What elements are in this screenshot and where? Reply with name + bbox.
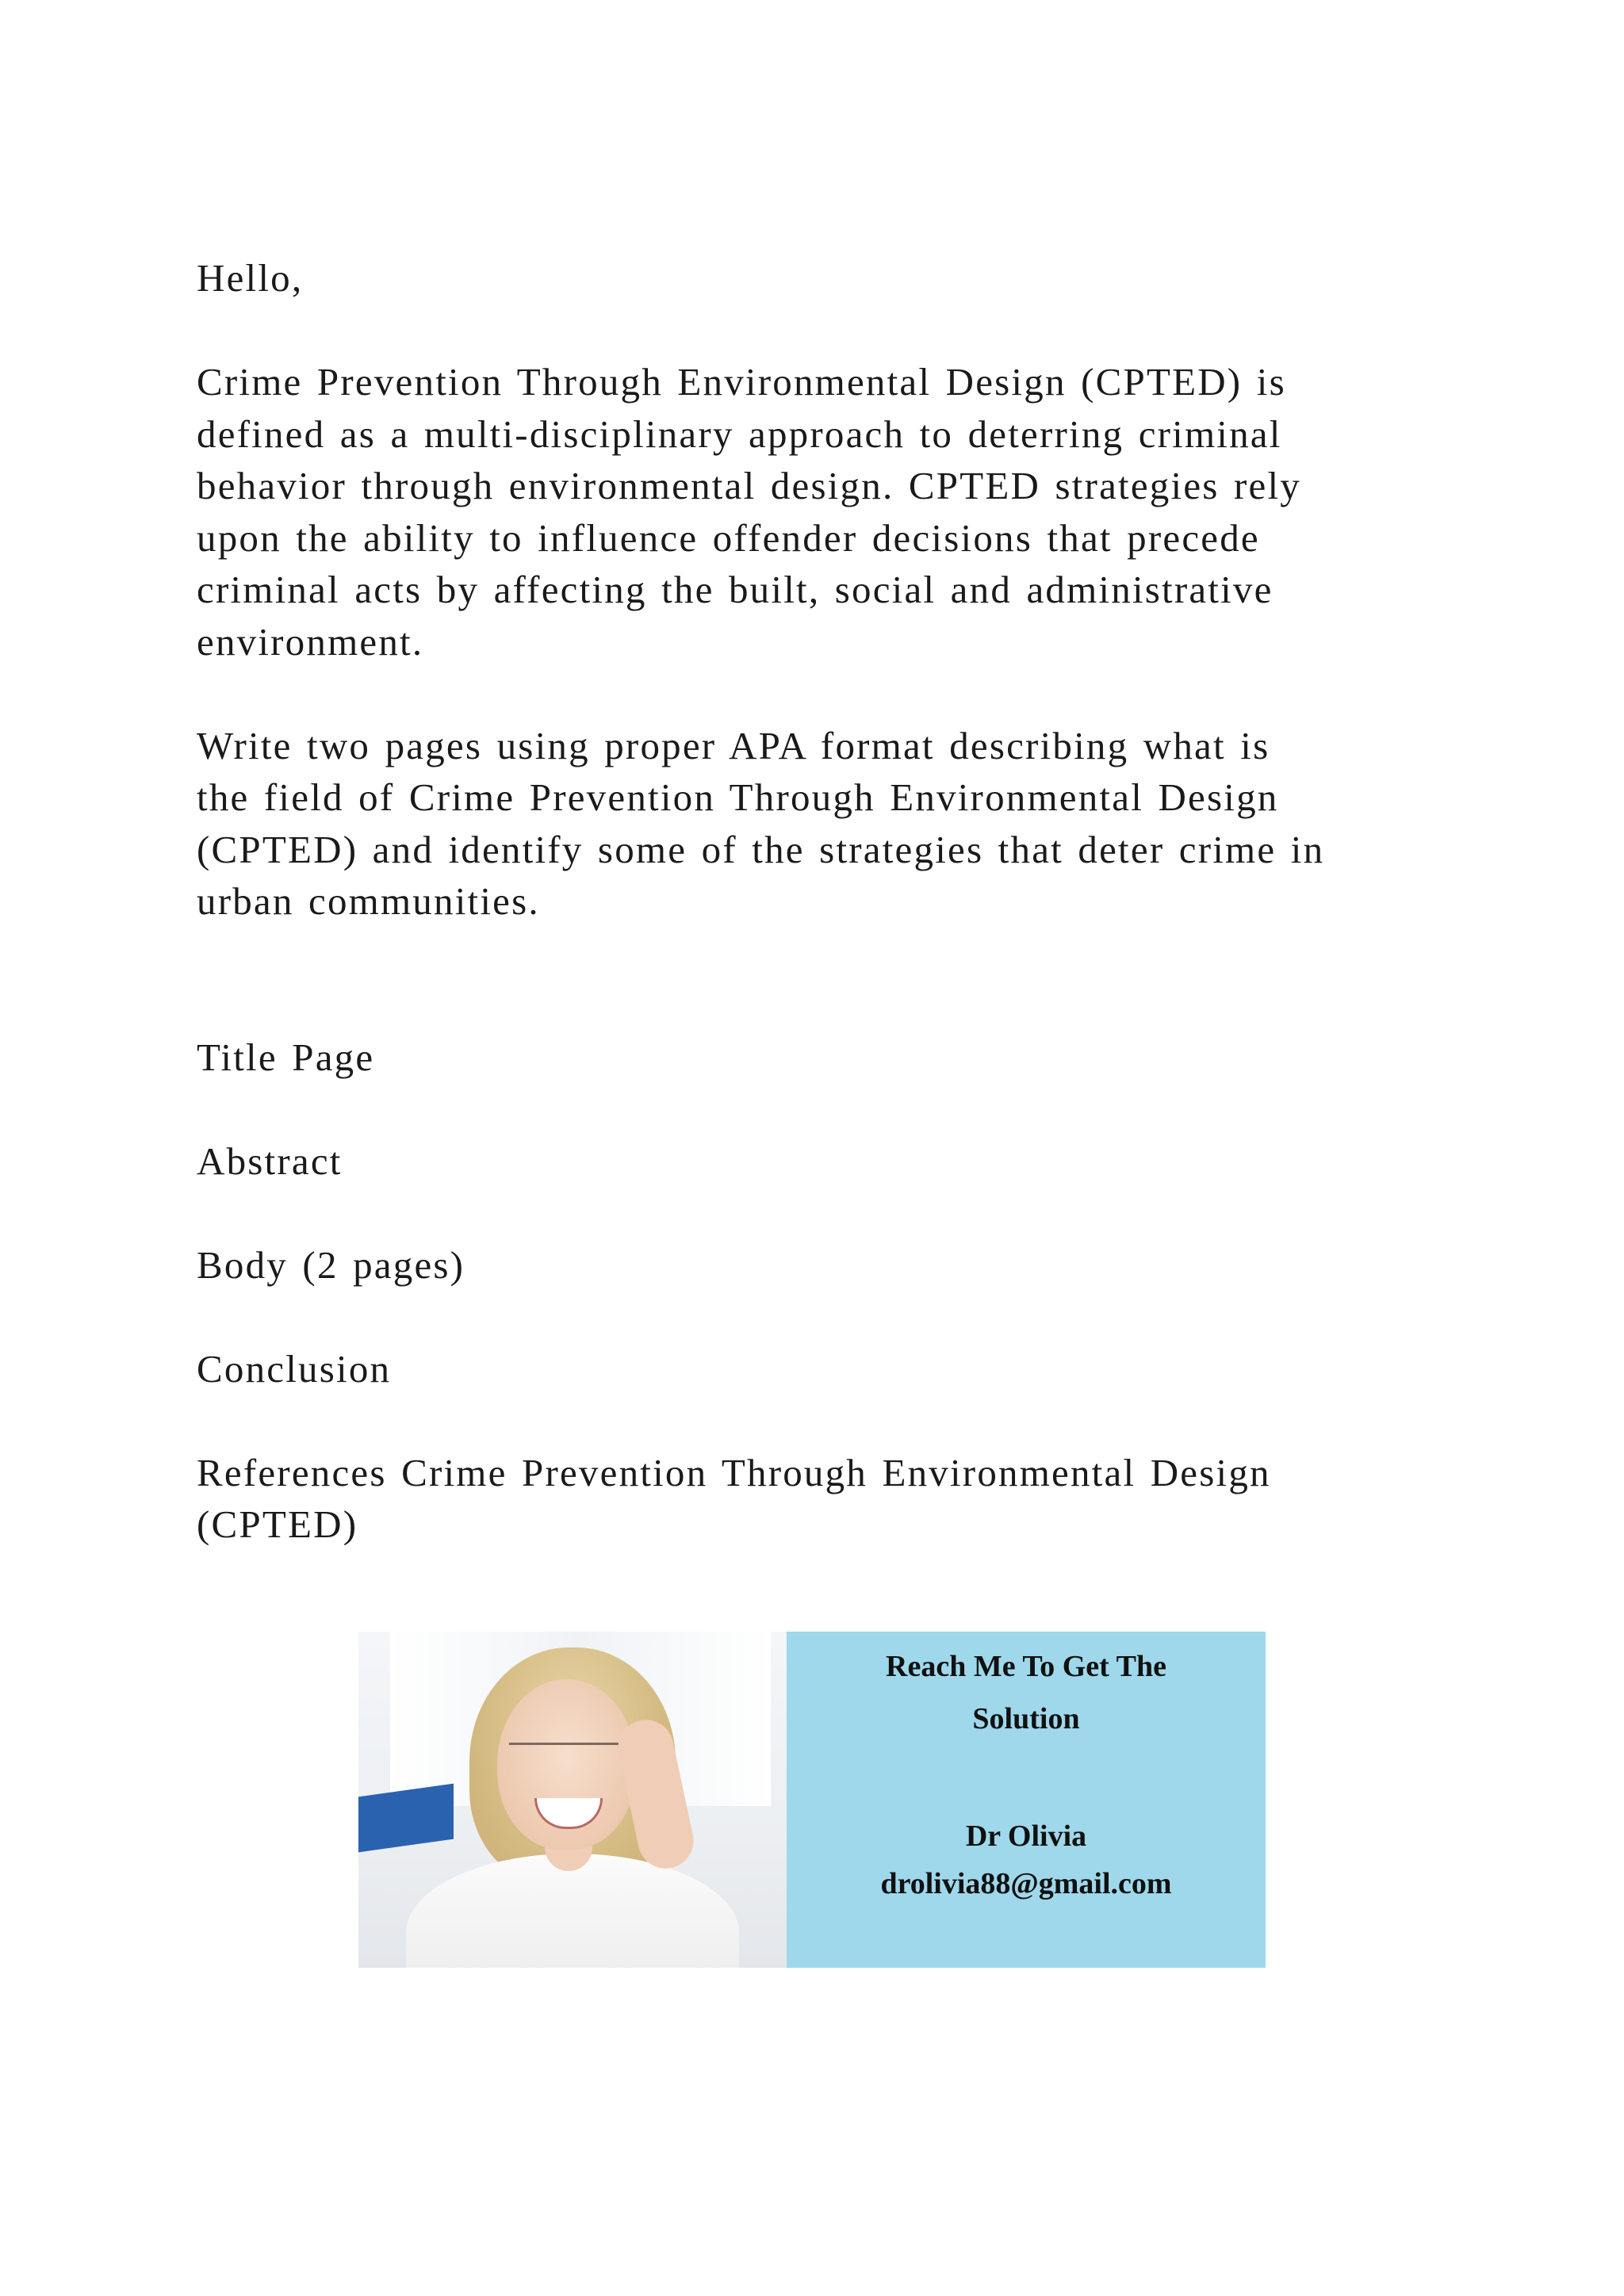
outline-item-conclusion: Conclusion [197,1346,392,1391]
banner-headline: Reach Me To Get The [886,1650,1166,1683]
document-body [197,252,1434,1602]
chair [358,1784,454,1853]
outline-item-title-page: Title Page [197,1035,375,1079]
woman-photo [358,1632,787,1968]
shirt [406,1854,739,1968]
contact-banner [358,1632,1266,1968]
outline-item-body: Body (2 pages) [197,1242,465,1287]
paragraph-instructions: Write two pages using proper APA format describing what is the field of Crime Prevention Through Environmental Design (CPTED) and identify some of the strategies that deter crime in urban communities. [197,723,1325,923]
paragraph-definition: Crime Prevention Through Environmental Design (CPTED) is defined as a multi-disciplinary approach to deterring criminal behavior through environmental design. CPTED strategies rely upon the ability to influence offender decisions that precede criminal acts by affecting the built, social and administrative environment. [197,360,1301,664]
outline-item-abstract: Abstract [197,1138,343,1183]
outline-item-references: References Crime Prevention Through Environmental Design (CPTED) [197,1450,1271,1546]
banner-subheadline: Solution [972,1702,1080,1735]
contact-panel [787,1632,1266,1968]
contact-name: Dr Olivia [965,1820,1087,1853]
contact-email: drolivia88@gmail.com [880,1867,1172,1900]
greeting: Hello, [197,256,304,300]
spacer [197,979,1434,1031]
glasses [509,1743,628,1769]
